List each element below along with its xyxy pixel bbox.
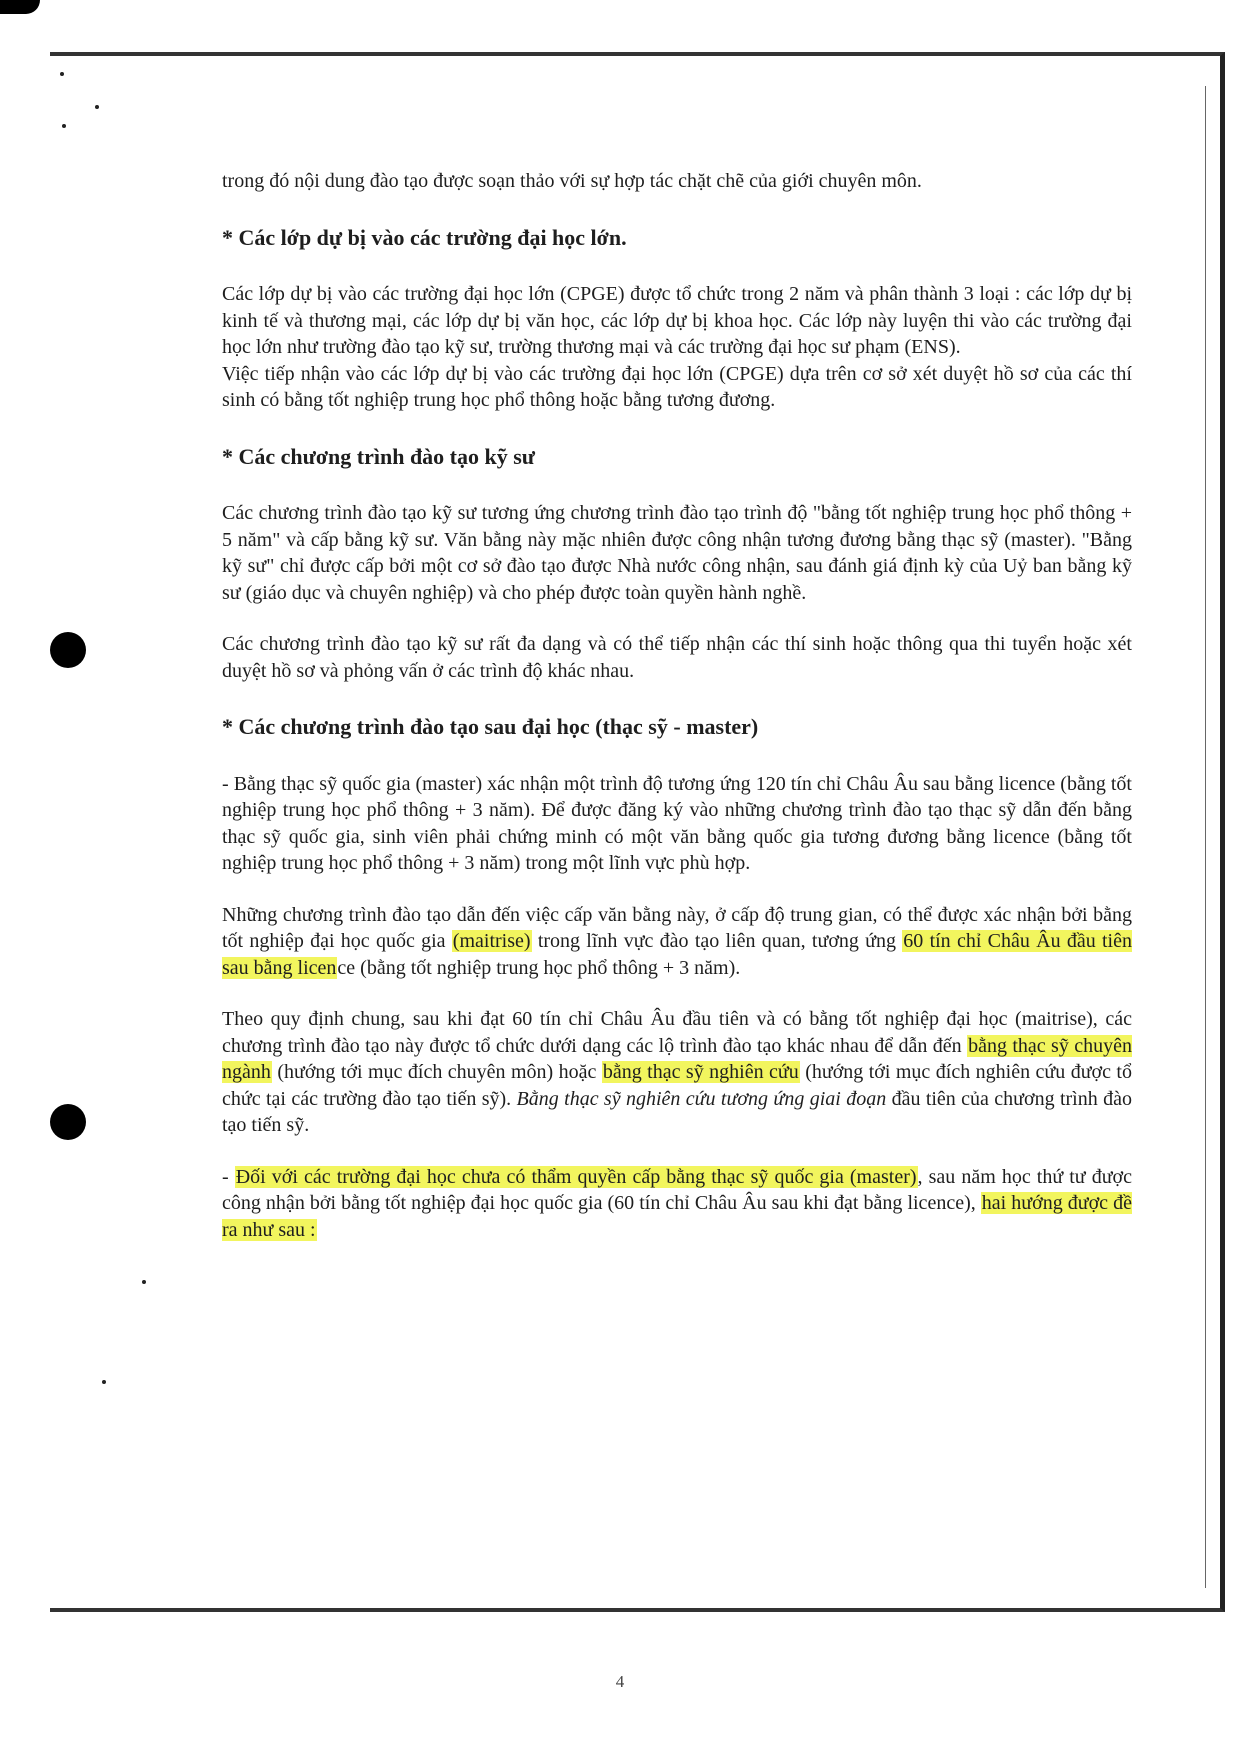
block-spacer (222, 470, 1132, 500)
punch-hole-upper (50, 632, 86, 668)
block-spacer (222, 981, 1132, 1006)
block-spacer (222, 195, 1132, 225)
section-heading (222, 714, 1132, 741)
scan-corner-mark (0, 0, 40, 14)
text-segment: Các chương trình đào tạo kỹ sư tương ứng chương trình đào tạo trình độ "bằng tốt nghiệp trung học phổ thông + 5 năm" và cấp bằng kỹ sư. Văn bằng này mặc nhiên được công nhận tương đương bằng thạc sỹ (master). "Bằng kỹ sư" chỉ được cấp bởi một cơ sở đào tạo được Nhà nước công nhận, sau đánh giá định kỳ của Uỷ ban bằng kỹ sư (giáo dục và chuyên nghiệp) và cho phép được toàn quyền hành nghề. (222, 502, 1132, 604)
highlighted-text: (maitrise) (452, 930, 531, 952)
paragraph (222, 1006, 1132, 1139)
block-spacer (222, 741, 1132, 771)
section-heading (222, 444, 1132, 471)
text-segment: trong lĩnh vực đào tạo liên quan, tương ứng (531, 930, 903, 952)
block-spacer (222, 877, 1132, 902)
text-segment: - Bằng thạc sỹ quốc gia (master) xác nhận một trình độ tương ứng 120 tín chỉ Châu Âu sau bằng licence (bằng tốt nghiệp trung học phổ thông + 3 năm). Để được đăng ký vào những chương trình đào tạo thạc sỹ dẫn đến bằng thạc sỹ quốc gia, sinh viên phải chứng minh có một văn bằng quốc gia tương đương bằng licence (bằng tốt nghiệp trung học phổ thông + 3 năm) trong một lĩnh vực phù hợp. (222, 772, 1132, 874)
text-segment: (hướng tới mục đích nghiên cứu được tổ chức tại các trường đào tạo tiến sỹ). (222, 1061, 1132, 1110)
section-heading (222, 225, 1132, 252)
paragraph (222, 361, 1132, 414)
block-spacer (222, 606, 1132, 631)
highlighted-text: bằng thạc sỹ nghiên cứu (602, 1061, 799, 1083)
block-spacer (222, 684, 1132, 714)
paragraph (222, 168, 1132, 195)
paragraph (222, 1164, 1132, 1244)
page-number: 4 (615, 1672, 625, 1691)
highlighted-text: bằng thạc sỹ chuyên ngành (222, 1034, 1132, 1083)
text-segment: * Các lớp dự bị vào các trường đại học lớn. (222, 224, 627, 250)
text-segment: Những chương trình đào tạo dẫn đến việc cấp văn bằng này, ở cấp độ trung gian, có thể được xác nhận bởi bằng tốt nghiệp đại học quốc gia (222, 903, 1132, 952)
paragraph (222, 771, 1132, 877)
block-spacer (222, 1139, 1132, 1164)
italic-text: Bằng thạc sỹ nghiên cứu tương ứng giai đoạn (516, 1087, 887, 1110)
text-segment: * Các chương trình đào tạo sau đại học (thạc sỹ - master) (222, 714, 759, 739)
text-segment: (hướng tới mục đích chuyên môn) hoặc (271, 1061, 602, 1083)
text-segment: Việc tiếp nhận vào các lớp dự bị vào các trường đại học lớn (CPGE) dựa trên cơ sở xét duyệt hồ sơ của các thí sinh có bằng tốt nghiệp trung học phổ thông hoặc bằng tương đương. (222, 362, 1132, 411)
page-border-inner-line (1205, 86, 1206, 1588)
highlighted-text: 60 tín chỉ Châu Âu đầu tiên sau bằng licen (222, 930, 1132, 979)
text-segment: Các lớp dự bị vào các trường đại học lớn (CPGE) được tổ chức trong 2 năm và phân thành 3 loại : các lớp dự bị kinh tế và thương mại, các lớp dự bị văn học, các lớp dự bị khoa học. Các lớp này luyện thi vào các trường đại học lớn như trường đào tạo kỹ sư, trường thương mại và các trường đại học sư phạm (ENS). (222, 283, 1132, 358)
text-segment: , sau năm học thứ tư được công nhận bởi bằng tốt nghiệp đại học quốc gia (60 tín chỉ Châu Âu sau khi đạt bằng licence), (222, 1165, 1132, 1214)
paragraph (222, 281, 1132, 361)
paragraph (222, 631, 1132, 684)
block-spacer (222, 251, 1132, 281)
highlighted-text: Đối với các trường đại học chưa có thẩm quyền cấp bằng thạc sỹ quốc gia (master) (235, 1165, 917, 1188)
text-segment: * Các chương trình đào tạo kỹ sư (222, 443, 536, 469)
text-segment: ce (bằng tốt nghiệp trung học phổ thông + 3 năm). (337, 956, 741, 979)
text-segment: đầu tiên của chương trình đào tạo tiến sỹ. (222, 1087, 1132, 1136)
paragraph (222, 500, 1132, 606)
highlighted-text: hai hướng được đề ra như sau : (222, 1192, 1132, 1241)
text-segment: Theo quy định chung, sau khi đạt 60 tín chỉ Châu Âu đầu tiên và có bằng tốt nghiệp đại học (maitrise), các chương trình đào tạo này được tổ chức dưới dạng các lộ trình đào tạo khác nhau để dẫn đến (222, 1008, 1132, 1057)
document-body (222, 168, 1132, 1243)
text-segment: - (222, 1165, 235, 1188)
paragraph (222, 902, 1132, 982)
text-segment: trong đó nội dung đào tạo được soạn thảo với sự hợp tác chặt chẽ của giới chuyên môn. (222, 170, 922, 192)
text-segment: Các chương trình đào tạo kỹ sư rất đa dạng và có thể tiếp nhận các thí sinh hoặc thông qua thi tuyển hoặc xét duyệt hồ sơ và phỏng vấn ở các trình độ khác nhau. (222, 633, 1132, 682)
punch-hole-lower (50, 1104, 86, 1140)
block-spacer (222, 414, 1132, 444)
